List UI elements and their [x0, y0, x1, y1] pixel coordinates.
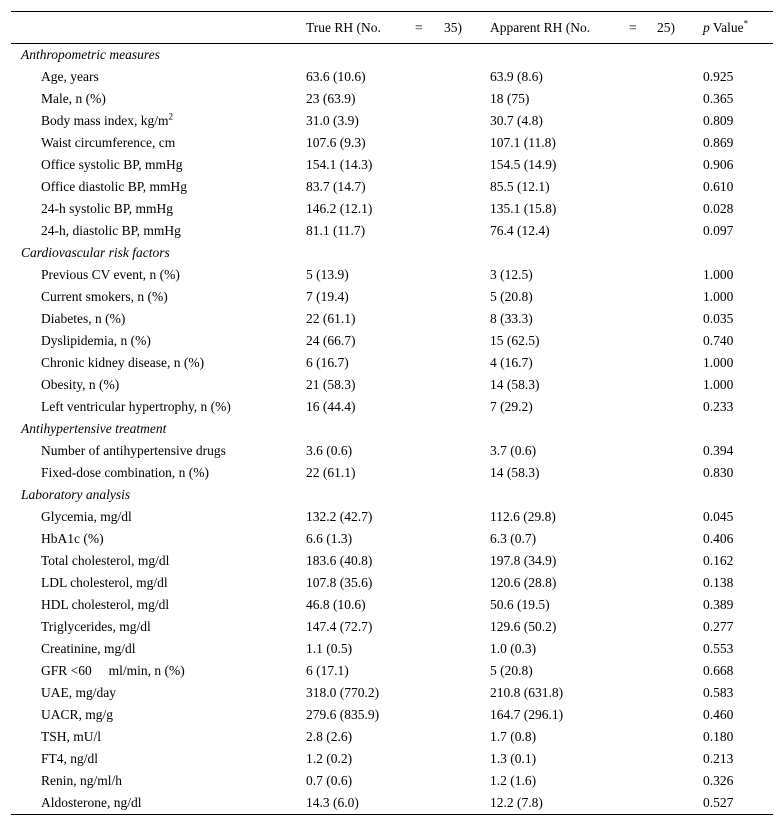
- table-row: [11, 220, 773, 242]
- table-row: [11, 594, 773, 616]
- header-apparent-rh-eq: =: [629, 20, 637, 35]
- section-title: Cardiovascular risk factors: [21, 245, 170, 260]
- row-label-text: Office diastolic BP, mmHg: [41, 179, 187, 194]
- table-row: [11, 660, 773, 682]
- table-row: [11, 132, 773, 154]
- table-row: [11, 550, 773, 572]
- true-rh-value: 1.2 (0.2): [306, 751, 353, 766]
- apparent-rh-value: 3 (12.5): [490, 267, 533, 282]
- row-label-text: Previous CV event, n (%): [41, 267, 180, 282]
- row-label: [41, 594, 169, 616]
- table-row: [11, 374, 773, 396]
- true-rh-value: 21 (58.3): [306, 377, 356, 392]
- row-label: [41, 726, 101, 748]
- header-true-rh: True RH (No.: [306, 20, 381, 35]
- row-label: [41, 616, 151, 638]
- table-row: [11, 638, 773, 660]
- table-row: [11, 462, 773, 484]
- row-label: [41, 462, 209, 484]
- row-label-text: Age, years: [41, 69, 99, 84]
- p-value: 0.553: [703, 641, 734, 656]
- true-rh-value: 1.1 (0.5): [306, 641, 353, 656]
- row-label-text: Diabetes, n (%): [41, 311, 126, 326]
- row-label: [41, 220, 181, 242]
- table-row: [11, 66, 773, 88]
- section-title: Anthropometric measures: [21, 47, 160, 62]
- apparent-rh-value: 15 (62.5): [490, 333, 540, 348]
- p-value: 0.028: [703, 201, 734, 216]
- p-value: 0.460: [703, 707, 734, 722]
- apparent-rh-value: 197.8 (34.9): [490, 553, 557, 568]
- p-value: 0.213: [703, 751, 734, 766]
- true-rh-value: 16 (44.4): [306, 399, 356, 414]
- section-row: [11, 418, 773, 440]
- true-rh-value: 183.6 (40.8): [306, 553, 373, 568]
- apparent-rh-value: 7 (29.2): [490, 399, 533, 414]
- row-label: [41, 198, 173, 220]
- row-label-text: Renin, ng/ml/h: [41, 773, 122, 788]
- data-table: [11, 11, 773, 815]
- true-rh-value: 14.3 (6.0): [306, 795, 359, 810]
- row-label-text: 24-h, diastolic BP, mmHg: [41, 223, 181, 238]
- row-label: [41, 308, 125, 330]
- p-value: 0.097: [703, 223, 734, 238]
- apparent-rh-value: 6.3 (0.7): [490, 531, 537, 546]
- p-value: 0.869: [703, 135, 734, 150]
- section-row: [11, 44, 773, 66]
- apparent-rh-value: 112.6 (29.8): [490, 509, 556, 524]
- row-label: [41, 66, 99, 88]
- table-row: [11, 792, 773, 815]
- p-value: 0.809: [703, 113, 734, 128]
- true-rh-value: 22 (61.1): [306, 465, 356, 480]
- p-value: 1.000: [703, 289, 734, 304]
- true-rh-value: 5 (13.9): [306, 267, 349, 282]
- header-apparent-rh-n: 25): [657, 20, 675, 35]
- header-p-value: [703, 20, 748, 36]
- row-label: [41, 506, 132, 528]
- apparent-rh-value: 107.1 (11.8): [490, 135, 556, 150]
- apparent-rh-value: 1.0 (0.3): [490, 641, 537, 656]
- apparent-rh-value: 1.2 (1.6): [490, 773, 537, 788]
- row-label-text: 24-h systolic BP, mmHg: [41, 201, 174, 216]
- table-row: [11, 330, 773, 352]
- true-rh-value: 6 (16.7): [306, 355, 349, 370]
- p-value: 0.045: [703, 509, 734, 524]
- row-label: [41, 770, 122, 792]
- p-value: 0.527: [703, 795, 734, 810]
- p-value: 0.180: [703, 729, 734, 744]
- apparent-rh-value: 154.5 (14.9): [490, 157, 557, 172]
- true-rh-value: 2.8 (2.6): [306, 729, 353, 744]
- p-value: 0.389: [703, 597, 734, 612]
- row-label: [41, 154, 183, 176]
- row-label-text: Triglycerides, mg/dl: [41, 619, 151, 634]
- p-value: 0.138: [703, 575, 734, 590]
- row-label: [41, 528, 104, 550]
- table-row: [11, 528, 773, 550]
- apparent-rh-value: 164.7 (296.1): [490, 707, 564, 722]
- true-rh-value: 0.7 (0.6): [306, 773, 353, 788]
- p-value: 0.365: [703, 91, 734, 106]
- apparent-rh-value: 1.7 (0.8): [490, 729, 537, 744]
- true-rh-value: 24 (66.7): [306, 333, 356, 348]
- true-rh-value: 279.6 (835.9): [306, 707, 380, 722]
- row-label: [41, 682, 116, 704]
- row-label: [41, 176, 187, 198]
- row-label: [41, 704, 113, 726]
- row-label-text: UACR, mg/g: [41, 707, 114, 722]
- apparent-rh-value: 30.7 (4.8): [490, 113, 543, 128]
- row-label-text: Total cholesterol, mg/dl: [41, 553, 170, 568]
- row-label-text: HDL cholesterol, mg/dl: [41, 597, 170, 612]
- row-label-text: FT4, ng/dl: [41, 751, 99, 766]
- table-row: [11, 154, 773, 176]
- apparent-rh-value: 5 (20.8): [490, 289, 533, 304]
- table-row: [11, 616, 773, 638]
- row-label: [41, 572, 168, 594]
- row-label-text: GFR <60 ml/min, n (%): [41, 663, 185, 678]
- p-value: 0.668: [703, 663, 734, 678]
- apparent-rh-value: 210.8 (631.8): [490, 685, 564, 700]
- table-row: [11, 770, 773, 792]
- row-label-text: Obesity, n (%): [41, 377, 120, 392]
- section-title: Laboratory analysis: [21, 487, 131, 502]
- row-label: [41, 638, 135, 660]
- section-title: Antihypertensive treatment: [21, 421, 167, 436]
- apparent-rh-value: 76.4 (12.4): [490, 223, 550, 238]
- table-header: [11, 12, 773, 44]
- true-rh-value: 23 (63.9): [306, 91, 356, 106]
- row-label-text: Office systolic BP, mmHg: [41, 157, 183, 172]
- table-row: [11, 88, 773, 110]
- true-rh-value: 318.0 (770.2): [306, 685, 380, 700]
- apparent-rh-value: 5 (20.8): [490, 663, 533, 678]
- true-rh-value: 46.8 (10.6): [306, 597, 366, 612]
- apparent-rh-value: 12.2 (7.8): [490, 795, 543, 810]
- p-value: 0.277: [703, 619, 734, 634]
- apparent-rh-value: 8 (33.3): [490, 311, 533, 326]
- row-label: [41, 792, 142, 814]
- table-row: [11, 726, 773, 748]
- row-label-text: Chronic kidney disease, n (%): [41, 355, 205, 370]
- row-label: [41, 132, 175, 154]
- p-value: 1.000: [703, 355, 734, 370]
- apparent-rh-value: 14 (58.3): [490, 377, 540, 392]
- row-label-text: Fixed-dose combination, n (%): [41, 465, 209, 480]
- table-row: [11, 352, 773, 374]
- p-value: 0.830: [703, 465, 734, 480]
- p-value: 0.035: [703, 311, 734, 326]
- true-rh-value: 81.1 (11.7): [306, 223, 366, 238]
- p-value: 0.610: [703, 179, 734, 194]
- apparent-rh-value: 50.6 (19.5): [490, 597, 550, 612]
- apparent-rh-value: 4 (16.7): [490, 355, 533, 370]
- apparent-rh-value: 129.6 (50.2): [490, 619, 557, 634]
- table-row: [11, 506, 773, 528]
- row-label-text: Glycemia, mg/dl: [41, 509, 132, 524]
- section-row: [11, 242, 773, 264]
- row-label-text: UAE, mg/day: [41, 685, 116, 700]
- p-value: 0.394: [703, 443, 734, 458]
- row-label-text: HbA1c (%): [41, 531, 104, 546]
- row-label: [41, 286, 168, 308]
- row-label-text: Dyslipidemia, n (%): [41, 333, 151, 348]
- table-row: [11, 110, 773, 132]
- row-label-text: Creatinine, mg/dl: [41, 641, 136, 656]
- row-label: [41, 440, 226, 462]
- true-rh-value: 146.2 (12.1): [306, 201, 373, 216]
- true-rh-value: 107.8 (35.6): [306, 575, 373, 590]
- header-p-italic: p: [703, 20, 710, 35]
- apparent-rh-value: 85.5 (12.1): [490, 179, 550, 194]
- p-value: 0.162: [703, 553, 734, 568]
- true-rh-value: 6 (17.1): [306, 663, 349, 678]
- row-label-text: TSH, mU/l: [41, 729, 102, 744]
- row-label: [41, 396, 231, 418]
- header-p-footnote-mark: *: [743, 18, 749, 29]
- header-true-rh-n: 35): [444, 20, 462, 35]
- row-label-text: Current smokers, n (%): [41, 289, 168, 304]
- row-label: [41, 660, 185, 682]
- true-rh-value: 107.6 (9.3): [306, 135, 366, 150]
- apparent-rh-value: 3.7 (0.6): [490, 443, 537, 458]
- apparent-rh-value: 120.6 (28.8): [490, 575, 557, 590]
- true-rh-value: 154.1 (14.3): [306, 157, 373, 172]
- table-row: [11, 704, 773, 726]
- apparent-rh-value: 1.3 (0.1): [490, 751, 537, 766]
- apparent-rh-value: 135.1 (15.8): [490, 201, 557, 216]
- true-rh-value: 31.0 (3.9): [306, 113, 359, 128]
- true-rh-value: 147.4 (72.7): [306, 619, 373, 634]
- true-rh-value: 3.6 (0.6): [306, 443, 353, 458]
- row-label: [41, 374, 119, 396]
- table-body: [11, 44, 773, 815]
- row-label: [41, 748, 98, 770]
- row-label-text: Male, n (%): [41, 91, 106, 106]
- row-label-text: Number of antihypertensive drugs: [41, 443, 226, 458]
- p-value: 1.000: [703, 377, 734, 392]
- p-value: 0.740: [703, 333, 734, 348]
- true-rh-value: 22 (61.1): [306, 311, 356, 326]
- section-row: [11, 484, 773, 506]
- p-value: 0.326: [703, 773, 734, 788]
- true-rh-value: 83.7 (14.7): [306, 179, 366, 194]
- table-row: [11, 308, 773, 330]
- apparent-rh-value: 14 (58.3): [490, 465, 540, 480]
- table-row: [11, 396, 773, 418]
- table-row: [11, 264, 773, 286]
- row-label: [41, 550, 169, 572]
- header-p-rest: Value: [709, 20, 744, 35]
- header-apparent-rh: Apparent RH (No.: [490, 20, 591, 35]
- true-rh-value: 6.6 (1.3): [306, 531, 353, 546]
- table-row: [11, 682, 773, 704]
- p-value: 0.583: [703, 685, 734, 700]
- p-value: 1.000: [703, 267, 734, 282]
- row-label: [41, 88, 106, 110]
- header-true-rh-eq: =: [415, 20, 423, 35]
- p-value: 0.925: [703, 69, 734, 84]
- apparent-rh-value: 63.9 (8.6): [490, 69, 543, 84]
- p-value: 0.406: [703, 531, 734, 546]
- row-label: [41, 352, 204, 374]
- table-row: [11, 440, 773, 462]
- row-label: [41, 110, 173, 132]
- row-label-superscript: 2: [168, 111, 173, 122]
- p-value: 0.233: [703, 399, 734, 414]
- table-row: [11, 572, 773, 594]
- p-value: 0.906: [703, 157, 734, 172]
- table-row: [11, 176, 773, 198]
- table-row: [11, 286, 773, 308]
- row-label: [41, 330, 151, 352]
- row-label-text: Left ventricular hypertrophy, n (%): [41, 399, 231, 414]
- table-row: [11, 198, 773, 220]
- apparent-rh-value: 18 (75): [490, 91, 530, 106]
- true-rh-value: 63.6 (10.6): [306, 69, 366, 84]
- row-label-text: Aldosterone, ng/dl: [41, 795, 142, 810]
- true-rh-value: 7 (19.4): [306, 289, 349, 304]
- row-label-text: Body mass index, kg/m: [41, 113, 169, 128]
- row-label-text: LDL cholesterol, mg/dl: [41, 575, 168, 590]
- true-rh-value: 132.2 (42.7): [306, 509, 373, 524]
- row-label-text: Waist circumference, cm: [41, 135, 176, 150]
- table-row: [11, 748, 773, 770]
- row-label: [41, 264, 180, 286]
